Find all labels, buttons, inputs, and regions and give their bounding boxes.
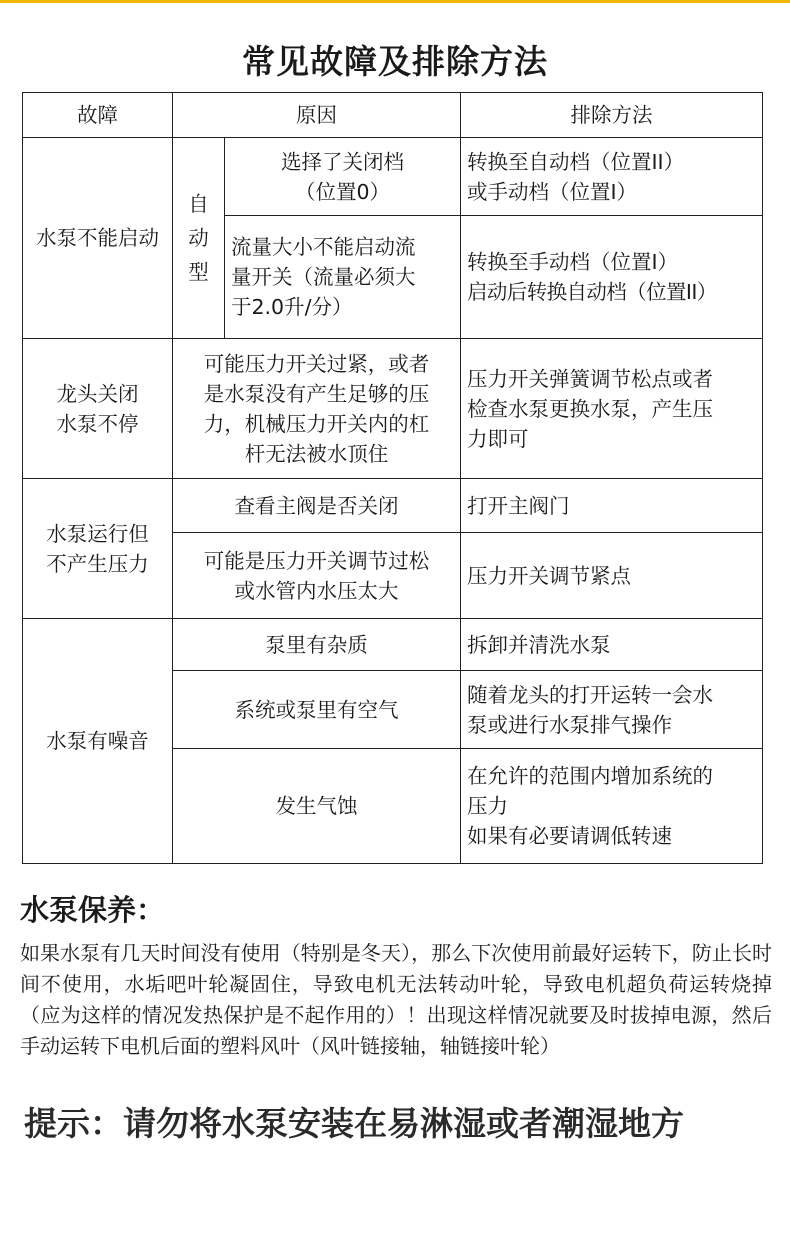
cause-line: 或水管内水压太大 — [234, 578, 399, 603]
fault-label — [23, 339, 173, 479]
fix-line: 转换至手动档（位置I） — [467, 250, 679, 274]
cause-cell — [225, 216, 461, 339]
fix-cell — [461, 138, 763, 216]
cause-cell — [173, 533, 461, 619]
maintenance-title: 水泵保养： — [20, 893, 166, 927]
fix-line: 压力 — [467, 794, 508, 818]
fix-line: 力即可 — [467, 426, 529, 451]
header-fault: 故障 — [23, 93, 173, 138]
page-title: 常见故障及排除方法 — [242, 42, 548, 81]
table-row — [23, 138, 763, 216]
fix-line: 启动后转换自动档（位置II） — [467, 280, 717, 304]
fault-label-line: 龙头关闭 — [56, 381, 139, 406]
cause-cell: 查看主阀是否关闭 — [173, 479, 461, 533]
cause-line: 力，机械压力开关内的杠 — [203, 411, 430, 436]
cause-cell: 发生气蚀 — [173, 749, 461, 864]
fix-cell — [461, 216, 763, 339]
cause-line: （位置0） — [294, 179, 391, 204]
safety-tip: 提示：请勿将水泵安装在易淋湿或者潮湿地方 — [24, 1104, 684, 1143]
table-row — [23, 339, 763, 479]
fault-label: 水泵有噪音 — [23, 619, 173, 864]
type-char: 型 — [188, 260, 209, 284]
fix-line: 检查水泵更换水泵，产生压 — [467, 396, 713, 421]
fix-line: 在允许的范围内增加系统的 — [467, 764, 713, 788]
type-char: 自 — [188, 192, 209, 216]
fault-label: 水泵不能启动 — [23, 138, 173, 339]
header-cause: 原因 — [173, 93, 461, 138]
cause-line: 是水泵没有产生足够的压 — [203, 381, 430, 406]
cause-line: 杆无法被水顶住 — [244, 441, 389, 466]
fault-label-line: 不产生压力 — [46, 551, 149, 576]
cause-line: 可能是压力开关调节过松 — [203, 548, 430, 573]
fix-line: 或手动档（位置I） — [467, 179, 638, 204]
fault-label-line: 水泵运行但 — [46, 521, 149, 546]
table-row — [23, 619, 763, 671]
fix-cell: 压力开关调节紧点 — [461, 533, 763, 619]
header-fix: 排除方法 — [461, 93, 763, 138]
fix-cell — [461, 749, 763, 864]
fix-line: 压力开关弹簧调节松点或者 — [467, 366, 713, 391]
maintenance-paragraph: 如果水泵有几天时间没有使用（特别是冬天），那么下次使用前最好运转下，防止长时间不使用，水垢吧叶轮凝固住，导致电机无法转动叶轮，导致电机超负荷运转烧掉（应为这样的情况发热保护是不起作用的）！出现这样情况就要及时拔掉电源，然后手动运转下电机后面的塑料风叶（风叶链接轴，轴链接叶轮） — [20, 941, 772, 1058]
fix-line: 转换至自动档（位置II） — [467, 149, 685, 174]
fault-label-line: 水泵不停 — [56, 411, 139, 436]
fix-cell — [461, 671, 763, 749]
table-header-row — [23, 93, 763, 138]
cause-line: 量开关（流量必须大 — [231, 265, 416, 289]
type-char: 动 — [188, 226, 209, 250]
top-accent-bar — [0, 0, 790, 3]
cause-cell: 系统或泵里有空气 — [173, 671, 461, 749]
cause-cell — [225, 138, 461, 216]
fault-table — [22, 92, 763, 864]
fix-cell: 拆卸并清洗水泵 — [461, 619, 763, 671]
cause-line: 可能压力开关过紧，或者 — [203, 351, 430, 376]
cause-cell — [173, 339, 461, 479]
fault-type-label — [173, 138, 225, 339]
fault-label — [23, 479, 173, 619]
cause-cell: 泵里有杂质 — [173, 619, 461, 671]
table-row — [23, 479, 763, 533]
fix-line: 泵或进行水泵排气操作 — [467, 712, 672, 737]
fix-cell: 打开主阀门 — [461, 479, 763, 533]
cause-line: 流量大小不能启动流 — [231, 235, 416, 259]
cause-line: 选择了关闭档 — [281, 149, 404, 174]
cause-line: 于2.0升/分） — [231, 295, 353, 319]
fix-cell — [461, 339, 763, 479]
fix-line: 如果有必要请调低转速 — [467, 824, 672, 848]
fix-line: 随着龙头的打开运转一会水 — [467, 682, 713, 707]
